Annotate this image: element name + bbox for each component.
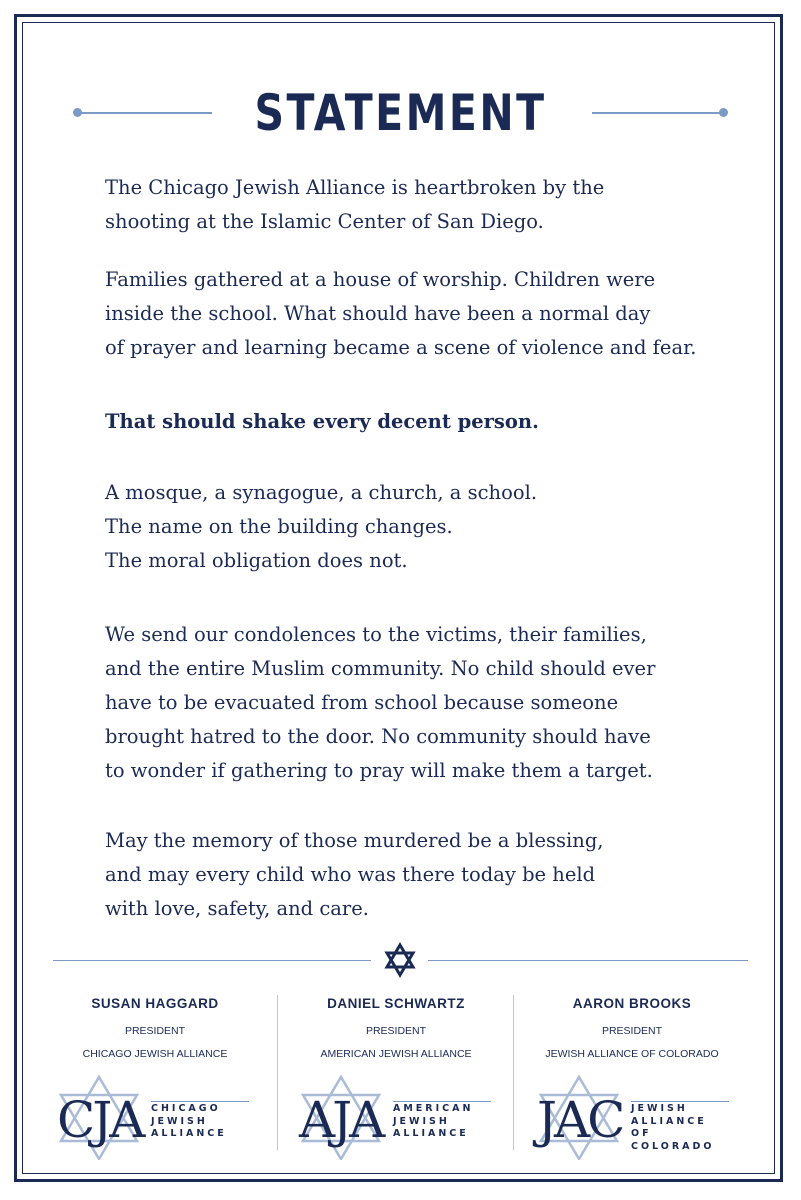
column-divider — [513, 995, 514, 1150]
paragraph-line: Families gathered at a house of worship. Children were — [105, 268, 656, 291]
logo-wordmark — [393, 1103, 473, 1141]
paragraph-line: May the memory of those murdered be a blessing, — [105, 829, 604, 852]
signatory-org: CHICAGO JEWISH ALLIANCE — [82, 1048, 228, 1060]
logo-line: JEWISH — [151, 1115, 208, 1127]
paragraph-2 — [105, 263, 725, 365]
paragraph-line: brought hatred to the door. No community should have — [105, 725, 651, 748]
signatory-role: PRESIDENT — [124, 1025, 186, 1037]
signatory-1 — [40, 995, 270, 1062]
signatory-role: PRESIDENT — [365, 1025, 427, 1037]
paragraph-line: A mosque, a synagogue, a church, a school. — [105, 481, 538, 504]
paragraph-line: We send our condolences to the victims, their families, — [105, 623, 647, 646]
logo-line: JEWISH — [631, 1103, 688, 1114]
paragraph-line: of prayer and learning became a scene of violence and fear. — [105, 336, 697, 359]
paragraph-line: with love, safety, and care. — [105, 897, 369, 920]
title-rule-right — [592, 112, 723, 114]
signatory-org: AMERICAN JEWISH ALLIANCE — [320, 1048, 472, 1060]
logo-rule — [151, 1101, 249, 1102]
signatory-org: JEWISH ALLIANCE OF COLORADO — [545, 1048, 719, 1060]
logo-line: ALLIANCE — [151, 1128, 227, 1139]
logo-line: ALLIANCE — [393, 1128, 469, 1139]
logo-line: AMERICAN — [393, 1103, 474, 1114]
title-rule-dot-right — [719, 108, 728, 117]
logo-rule — [631, 1101, 729, 1102]
paragraph-5 — [105, 618, 725, 788]
title-row — [0, 78, 801, 148]
aja-logo — [297, 1075, 497, 1160]
signatory-role: PRESIDENT — [601, 1025, 663, 1037]
paragraph-6 — [105, 824, 725, 926]
star-of-david-icon — [382, 942, 418, 978]
logo-rule — [393, 1101, 491, 1102]
logo-line: CHICAGO — [151, 1103, 221, 1114]
paragraph-line: and the entire Muslim community. No child should ever — [105, 657, 656, 680]
paragraph-line: inside the school. What should have been a normal day — [105, 302, 651, 325]
paragraph-line: That should shake every decent person. — [105, 410, 539, 433]
paragraph-4 — [105, 476, 725, 578]
jac-logo — [535, 1075, 735, 1160]
logo-monogram: CJA — [57, 1091, 143, 1149]
logo-monogram: AJA — [299, 1091, 383, 1149]
paragraph-line: The name on the building changes. — [105, 515, 453, 538]
divider-line-left — [53, 960, 371, 961]
logo-line: ALLIANCE — [631, 1115, 707, 1127]
logo-line: JEWISH — [393, 1115, 450, 1127]
logo-monogram: JAC — [537, 1091, 623, 1149]
signatory-name: AARON BROOKS — [572, 996, 692, 1011]
paragraph-line: The moral obligation does not. — [105, 549, 408, 572]
paragraph-line: The Chicago Jewish Alliance is heartbroken by the — [105, 176, 605, 199]
cja-logo — [55, 1075, 255, 1160]
signatory-name: DANIEL SCHWARTZ — [327, 996, 465, 1011]
paragraph-line: have to be evacuated from school because someone — [105, 691, 619, 714]
page-title: STATEMENT — [254, 84, 547, 142]
logo-wordmark — [631, 1103, 735, 1153]
logo-line: OF COLORADO — [631, 1128, 715, 1152]
paragraph-line: to wonder if gathering to pray will make them a target. — [105, 759, 653, 782]
paragraph-line: shooting at the Islamic Center of San Diego. — [105, 210, 544, 233]
logo-wordmark — [151, 1103, 227, 1141]
signatory-3 — [517, 995, 747, 1062]
signatory-name: SUSAN HAGGARD — [91, 996, 219, 1011]
signatory-2 — [281, 995, 511, 1062]
paragraph-line: and may every child who was there today be held — [105, 863, 596, 886]
paragraph-1 — [105, 171, 725, 239]
divider-line-right — [428, 960, 748, 961]
column-divider — [277, 995, 278, 1150]
paragraph-3-emphasis — [105, 405, 725, 439]
